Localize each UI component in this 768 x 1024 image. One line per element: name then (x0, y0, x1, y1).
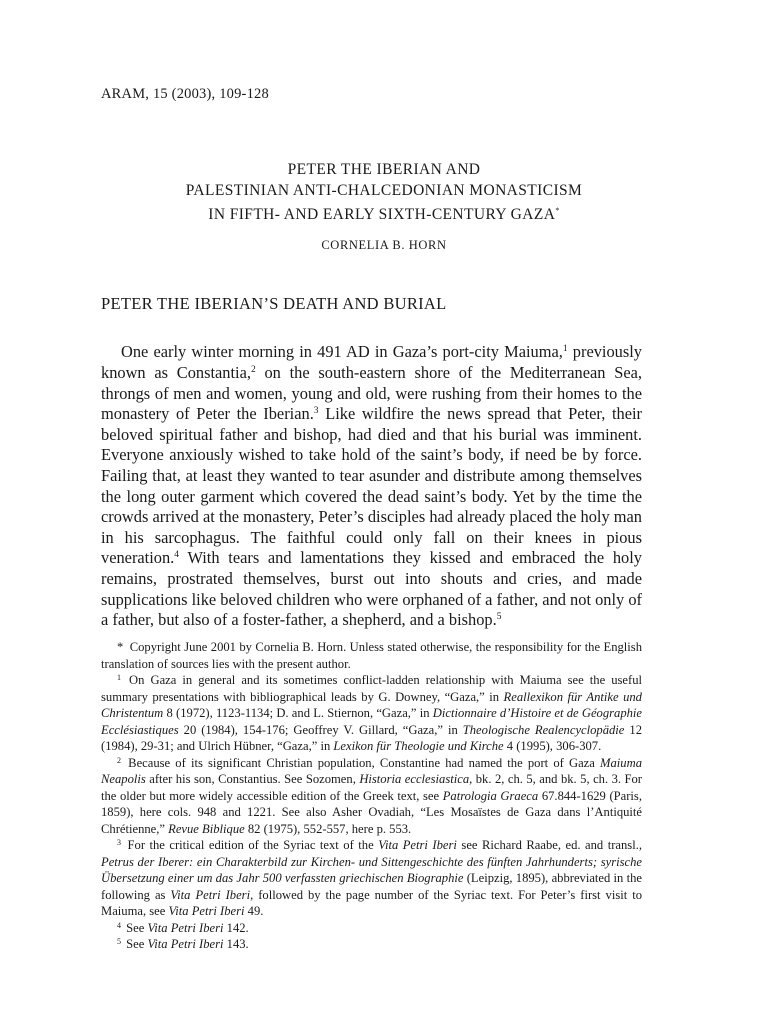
article-title (0, 160, 768, 226)
footnote-2-text: 67.844-1629 (Paris, 1859), here cols. 948 and 1221. See also Asher Ovadiah, “Les Mosaïstes de Gaza dans l’Antiquité Chrétienne,” (101, 788, 642, 836)
footnote-1-text: 8 (1972), 1123-1134; D. and L. Stiernon, “Gaza,” in (163, 706, 433, 720)
body-paragraph (101, 342, 642, 630)
footnote-1-title: Lexikon für Theologie und Kirche (333, 739, 504, 753)
body-text-5: With tears and lamentations they kissed and embraced the holy remains, prostrated themselves, burst out into shouts and cries, and made supplications like beloved children who were orphaned of a father, and not only of a father, but also of a foster-father, a shepherd, and a bishop. (101, 548, 642, 630)
body-text-4: Like wildfire the news spread that Peter, their beloved spiritual father and bishop, had died and that his burial was imminent. Everyone anxiously wished to take hold of the saint’s body, if need be by force. Failing that, at least they wanted to tear asunder and distribute among themselves the long outer garment which covered the dead saint’s body. Yet by the time the crowds arrived at the monastery, Peter’s disciples had already placed the holy man in his sarcophagus. The faithful could only fall on their knees in pious veneration. (101, 404, 642, 568)
footnotes (101, 639, 642, 953)
footnote-star-text: Copyright June 2001 by Cornelia B. Horn. Unless stated otherwise, the responsibility for the English translation of sources lies with the present author. (101, 640, 642, 671)
footnote-ref-4: 4 (174, 550, 180, 561)
footnote-ref-1: 1 (562, 344, 568, 355)
footnote-4-title: Vita Petri Iberi (147, 920, 224, 935)
footnote-2-text: after his son, Constantius. See Sozomen, (145, 772, 360, 786)
footnote-2-text: 82 (1975), 552-557, here p. 553. (244, 821, 412, 836)
footnote-3-text: For the critical edition of the Syriac text of the (127, 838, 379, 852)
footnote-5-title: Vita Petri Iberi (147, 937, 224, 951)
footnote-1 (101, 672, 642, 755)
footnote-5 (101, 936, 642, 953)
footnote-ref-2: 2 (250, 364, 256, 375)
footnote-2-text: Because of its significant Christian population, Constantine had named the port of Gaza (128, 755, 601, 770)
footnote-3-text: 49. (244, 904, 264, 918)
title-line-1: PETER THE IBERIAN AND (287, 161, 481, 178)
footnote-3-number: 3 (117, 838, 121, 847)
footnote-2-text: , bk. 2, ch. 5, and bk. 5, ch. 3. For the older but more widely accessible edition of the Greek text, see (101, 772, 642, 803)
footnote-star (101, 639, 642, 672)
footnote-4-text: See (126, 920, 148, 935)
footnote-1-title: Reallexikon für Antike und Christentum (101, 689, 642, 720)
footnote-1-title: Theologische Realencyclopädie (462, 722, 625, 737)
footnote-2-title: Revue Biblique (168, 821, 245, 836)
footnote-1-text: 4 (1995), 306-307. (503, 739, 602, 753)
footnote-5-text: See (126, 937, 148, 951)
footnote-2-title: Maiuma Neapolis (101, 755, 642, 786)
footnote-2-title: Patrologia Graeca (442, 788, 539, 803)
footnote-2 (101, 755, 642, 838)
footnote-ref-3: 3 (313, 406, 319, 417)
footnote-star-mark: * (117, 640, 124, 654)
footnote-1-text: On Gaza in general and its sometimes conflict-ladden relationship with Maiuma see the useful summary presentations with bibliographical leads by G. Downey, “Gaza,” in (101, 673, 642, 704)
footnote-1-number: 1 (117, 673, 121, 682)
body-text-2: previously known as Constantia, (101, 342, 642, 382)
author-name: CORNELIA B. HORN (321, 238, 447, 252)
footnote-3-text: , followed by the page number of the Syriac text. For Peter’s first visit to Maiuma, see (101, 887, 642, 918)
footnote-3-title: Petrus der Iberer: ein Charakterbild zur Kirchen- und Sittengeschichte des fünften Jahrhunderts; syrische Übersetzung einer um das Jahr 500 verfassten griechischen Biographie (101, 854, 642, 885)
body-text-3: on the south-eastern shore of the Mediterranean Sea, throngs of men and women, young and old, were rushing from their homes to the monastery of Peter the Iberian. (101, 362, 642, 424)
footnote-2-number: 2 (117, 755, 121, 765)
title-line-2: PALESTINIAN ANTI-CHALCEDONIAN MONASTICISM (185, 181, 583, 199)
footnote-3-title: Vita Petri Iberi (168, 904, 245, 918)
title-line-3-text: IN FIFTH- AND EARLY SIXTH-CENTURY GAZA (208, 206, 556, 223)
footnote-4-number: 4 (117, 920, 121, 930)
footnote-1-text: 12 (1984), 29-31; and Ulrich Hübner, “Gaza,” in (101, 722, 642, 753)
footnote-4-text: 142. (223, 920, 249, 935)
section-heading: PETER THE IBERIAN’S DEATH AND BURIAL (101, 294, 447, 313)
body-text-1: One early winter morning in 491 AD in Gaza’s port-city Maiuma, (121, 342, 563, 362)
footnote-3-title: Vita Petri Iberi (378, 838, 457, 852)
title-line-3 (0, 201, 768, 226)
footnote-5-text: 143. (223, 937, 249, 951)
footnote-2-title: Historia ecclesiastica (359, 772, 470, 786)
footnote-1-title: Dictionnaire d’Histoire et de Géographie Ecclésiastiques (101, 706, 643, 737)
footnote-1-text: 20 (1984), 154-176; Geoffrey V. Gillard, “Gaza,” in (178, 722, 463, 737)
title-footnote-mark: * (555, 206, 560, 215)
footnote-3-text: see Richard Raabe, ed. and transl., (456, 838, 642, 852)
footnote-3-text: (Leipzig, 1895), abbreviated in the following as (101, 871, 642, 902)
footnote-4 (101, 920, 642, 937)
footnote-ref-5: 5 (496, 612, 502, 623)
footnote-5-number: 5 (117, 937, 121, 946)
footnote-3 (101, 837, 642, 920)
footnote-3-title: Vita Petri Iberi (170, 887, 251, 902)
running-head: ARAM, 15 (2003), 109-128 (101, 86, 269, 102)
